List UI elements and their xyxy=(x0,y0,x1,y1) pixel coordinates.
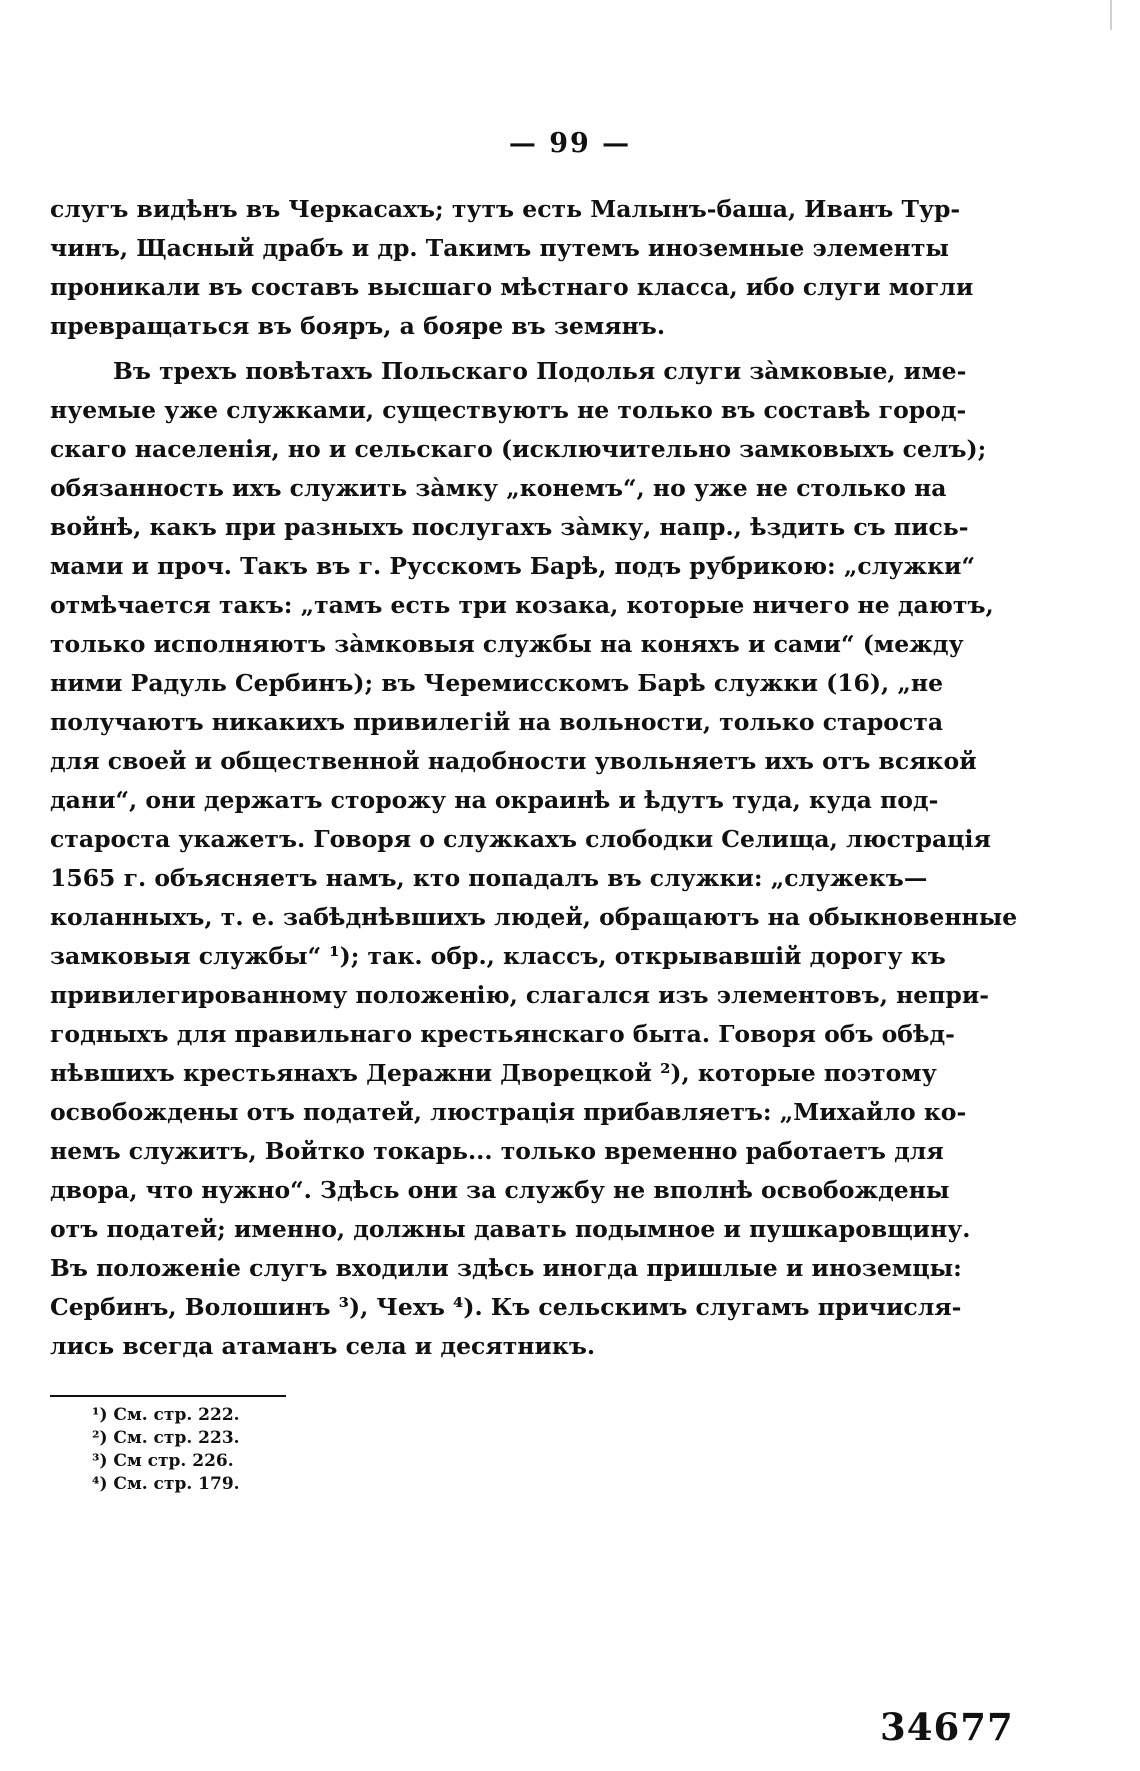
footnote xyxy=(92,1473,240,1496)
footnote xyxy=(92,1450,240,1473)
text-line: для своей и общественной надобности увольняетъ ихъ отъ всякой xyxy=(50,747,977,775)
text-line: слугъ видѣнъ въ Черкасахъ; тутъ есть Малынъ-баша, Иванъ Тур- xyxy=(50,195,961,223)
text-line: чинъ, Щасный драбъ и др. Такимъ путемъ иноземные элементы xyxy=(50,234,949,262)
text-line: замковыя службы“ ¹); так. обр., классъ, открывавшій дорогу къ xyxy=(50,942,946,970)
text-line: Сербинъ, Волошинъ ³), Чехъ ⁴). Къ сельскимъ слугамъ причисля- xyxy=(50,1293,962,1321)
text-line: нуемые уже служками, существуютъ не только въ составѣ город- xyxy=(50,396,967,424)
text-line: нѣвшихъ крестьянахъ Деражни Дворецкой ²), которые поэтому xyxy=(50,1059,937,1087)
text-line: годныхъ для правильнаго крестьянскаго быта. Говоря объ обѣд- xyxy=(50,1020,955,1048)
text-line: немъ служитъ, Войтко токарь... только временно работаетъ для xyxy=(50,1137,944,1165)
text-line: получаютъ никакихъ привилегій на вольности, только староста xyxy=(50,708,944,736)
footnote-text: См стр. 226. xyxy=(113,1451,234,1471)
page-number: — 99 — xyxy=(508,128,632,159)
footnote-mark: ³) xyxy=(92,1451,108,1471)
footnote xyxy=(92,1427,240,1450)
text-line: привилегированному положенію, слагался изъ элементовъ, непри- xyxy=(50,981,990,1009)
text-line: Въ трехъ повѣтахъ Польскаго Подолья слуги за̀мковые, име- xyxy=(113,357,967,385)
footnote-rule xyxy=(50,1395,286,1397)
library-stamp-number: 34677 xyxy=(880,1705,1014,1749)
footnote-mark: ²) xyxy=(92,1428,108,1448)
text-line: мами и проч. Такъ въ г. Русскомъ Барѣ, подъ рубрикою: „служки“ xyxy=(50,552,976,580)
text-line: отъ податей; именно, должны давать подымное и пушкаровщину. xyxy=(50,1215,971,1243)
footnotes xyxy=(92,1404,240,1496)
text-line: ними Радуль Сербинъ); въ Черемисскомъ Барѣ служки (16), „не xyxy=(50,669,944,697)
footnote xyxy=(92,1404,240,1427)
scan-edge-mark xyxy=(1110,0,1112,30)
text-line: коланныхъ, т. е. забѣднѣвшихъ людей, обращаютъ на обыкновенные xyxy=(50,903,1018,931)
text-line: 1565 г. объясняетъ намъ, кто попадалъ въ служки: „служекъ— xyxy=(50,864,928,892)
text-line: обязанность ихъ служить за̀мку „конемъ“, но уже не столько на xyxy=(50,474,947,502)
footnote-mark: ¹) xyxy=(92,1405,108,1425)
text-line: освобождены отъ податей, люстрація прибавляетъ: „Михайло ко- xyxy=(50,1098,967,1126)
text-line: только исполняютъ за̀мковыя службы на коняхъ и сами“ (между xyxy=(50,630,964,658)
text-line: дани“, они держатъ сторожу на окраинѣ и ѣдутъ туда, куда под- xyxy=(50,786,939,814)
text-line: лись всегда атаманъ села и десятникъ. xyxy=(50,1332,596,1360)
text-line: Въ положеніе слугъ входили здѣсь иногда пришлые и иноземцы: xyxy=(50,1254,962,1282)
main-text xyxy=(50,190,1018,1366)
footnote-text: См. стр. 179. xyxy=(113,1474,240,1494)
text-line: отмѣчается такъ: „тамъ есть три козака, которые ничего не даютъ, xyxy=(50,591,994,619)
footnote-text: См. стр. 223. xyxy=(113,1428,240,1448)
text-line: превращаться въ бояръ, а бояре въ земянъ. xyxy=(50,312,666,340)
text-line: скаго населенія, но и сельскаго (исключительно замковыхъ селъ); xyxy=(50,435,987,463)
footnote-text: См. стр. 222. xyxy=(113,1405,240,1425)
text-line: староста укажетъ. Говоря о служкахъ слободки Селища, люстрація xyxy=(50,825,991,853)
text-line: войнѣ, какъ при разныхъ послугахъ за̀мку, напр., ѣздить съ пись- xyxy=(50,513,969,541)
footnote-mark: ⁴) xyxy=(92,1474,108,1494)
text-line: проникали въ составъ высшаго мѣстнаго класса, ибо слуги могли xyxy=(50,273,974,301)
text-line: двора, что нужно“. Здѣсь они за службу не вполнѣ освобождены xyxy=(50,1176,950,1204)
